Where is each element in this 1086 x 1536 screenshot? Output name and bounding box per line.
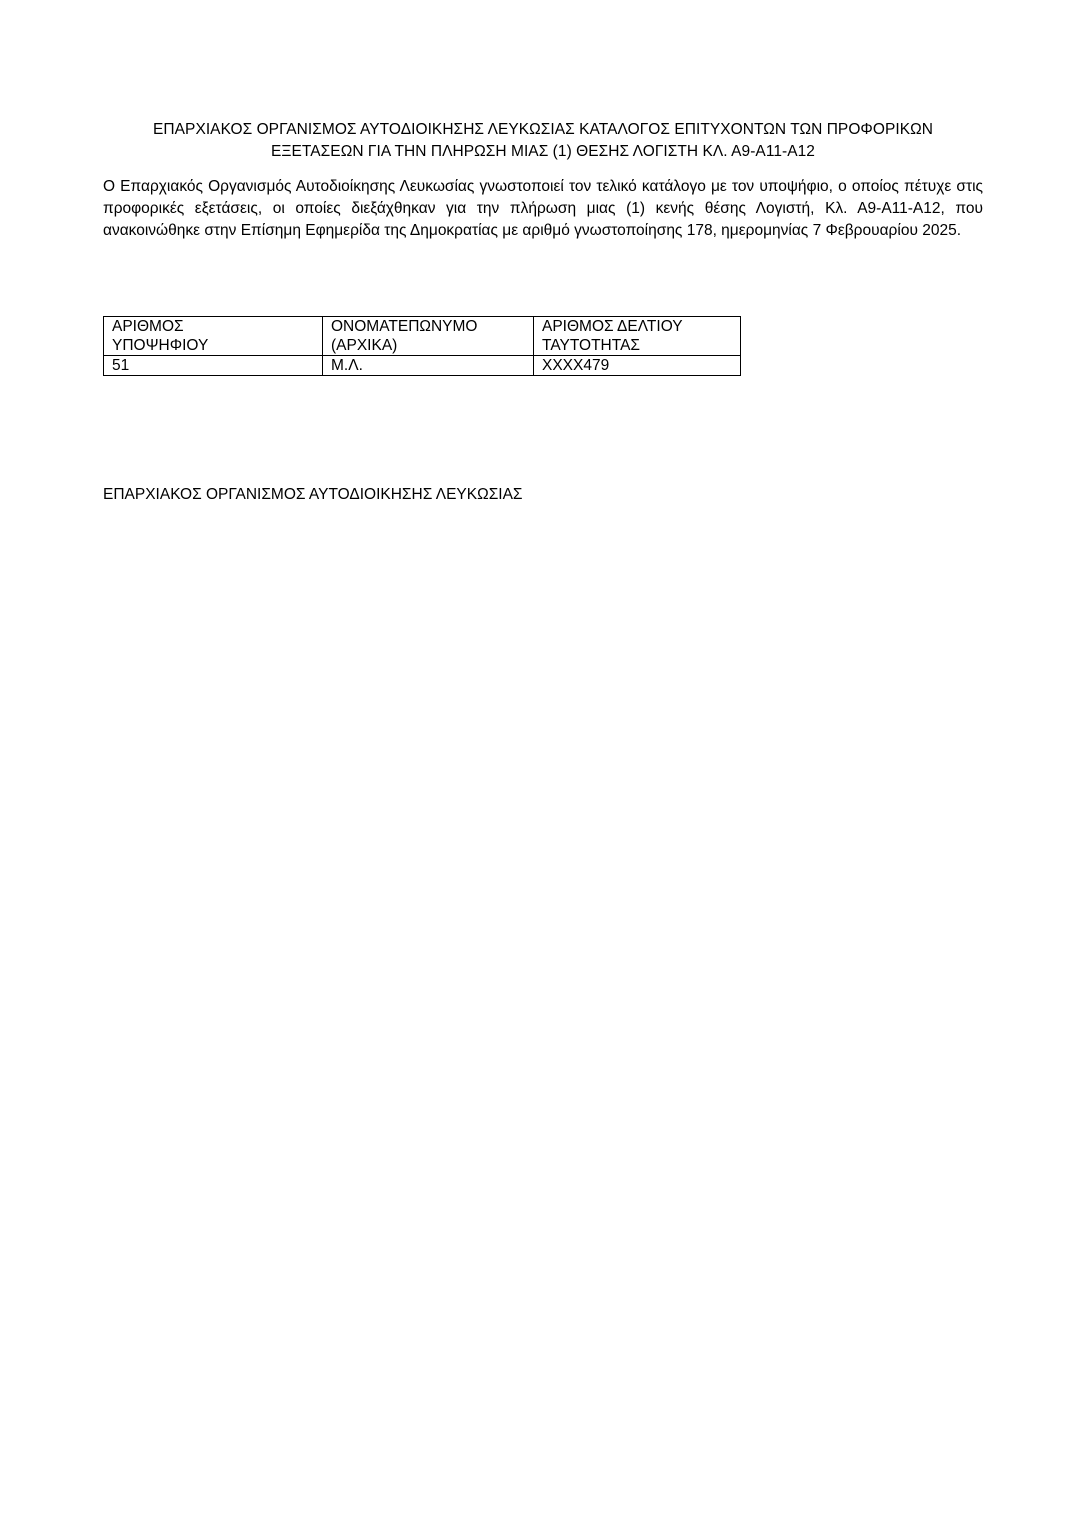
table-row	[104, 356, 741, 376]
header-name-initials	[323, 317, 534, 356]
announcement-paragraph: Ο Επαρχιακός Οργανισμός Αυτοδιοίκησης Λευκωσίας γνωστοποιεί τον τελικό κατάλογο με τον υποψήφιο, ο οποίος πέτυχε στις προφορικές εξετάσεις, οι οποίες διεξάχθηκαν για την πλήρωση μιας (1) κενής θέσης Λογιστή, Κλ. Α9-Α11-Α12, που ανακοινώθηκε στην Επίσημη Εφημερίδα της Δημοκρατίας με αριθμό γνωστοποίησης 178, ημερομηνίας 7 Φεβρουαρίου 2025.	[103, 178, 983, 239]
title-line-1: ΕΠΑΡΧΙΑΚΟΣ ΟΡΓΑΝΙΣΜΟΣ ΑΥΤΟΔΙΟΙΚΗΣΗΣ ΛΕΥΚΩΣΙΑΣ ΚΑΤΑΛΟΓΟΣ ΕΠΙΤΥΧΟΝΤΩΝ ΤΩΝ ΠΡΟΦΟΡΙΚΩΝ	[153, 121, 933, 138]
issuing-organisation: ΕΠΑΡΧΙΑΚΟΣ ΟΡΓΑΝΙΣΜΟΣ ΑΥΤΟΔΙΟΙΚΗΣΗΣ ΛΕΥΚΩΣΙΑΣ	[103, 486, 523, 503]
successful-candidates-table	[103, 316, 741, 376]
header-text: ΟΝΟΜΑΤΕΠΩΝΥΜΟ	[331, 318, 478, 335]
document-title	[103, 119, 983, 163]
cell-id-card-number: XXXX479	[534, 356, 741, 376]
header-text: ΑΡΙΘΜΟΣ	[112, 318, 184, 335]
header-text: ΥΠΟΨΗΦΙΟΥ	[112, 337, 209, 354]
header-text: ΤΑΥΤΟΤΗΤΑΣ	[542, 337, 640, 354]
cell-candidate-number: 51	[104, 356, 323, 376]
header-text: (ΑΡΧΙΚΑ)	[331, 337, 398, 354]
title-line-2: ΕΞΕΤΑΣΕΩΝ ΓΙΑ ΤΗΝ ΠΛΗΡΩΣΗ ΜΙΑΣ (1) ΘΕΣΗΣ ΛΟΓΙΣΤΗ ΚΛ. Α9-Α11-Α12	[271, 143, 815, 160]
header-candidate-number	[104, 317, 323, 356]
cell-name-initials: Μ.Λ.	[323, 356, 534, 376]
table-header-row	[104, 317, 741, 356]
header-text: ΑΡΙΘΜΟΣ ΔΕΛΤΙΟΥ	[542, 318, 683, 335]
header-id-card-number	[534, 317, 741, 356]
